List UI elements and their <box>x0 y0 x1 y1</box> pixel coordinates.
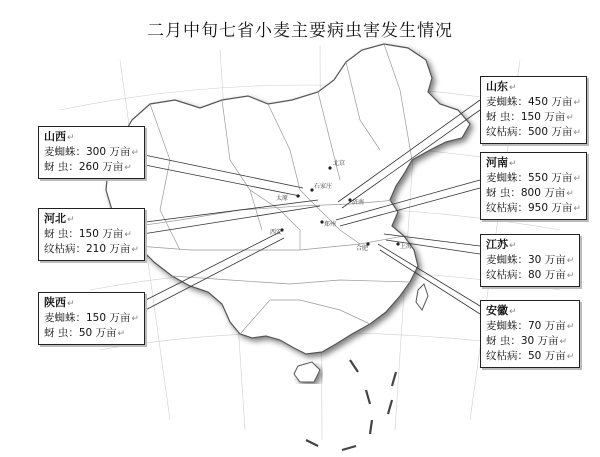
return-mark: ↵ <box>67 215 75 225</box>
map-label-hefei: 合肥 <box>356 245 369 252</box>
map-label-shijiazhuang: 石家庄 <box>314 183 333 190</box>
province-name: 江苏 <box>486 238 508 251</box>
return-mark: ↵ <box>559 337 568 347</box>
return-mark: ↵ <box>566 256 575 266</box>
return-mark: ↵ <box>573 174 581 184</box>
province-name: 山东 <box>486 80 508 93</box>
pest-value: 210 万亩 <box>86 243 131 255</box>
callout-shanxi: 山西↵ 麦蜘蛛：300 万亩↵ 蚜 虫：260 万亩↵ <box>38 126 145 179</box>
return-mark: ↵ <box>117 329 126 339</box>
pest-value: 800 万亩 <box>520 187 566 199</box>
callout-shandong: 山东↵ 麦蜘蛛：450 万亩↵ 蚜 虫：150 万亩↵ 纹枯病：500 万亩↵ <box>480 76 587 144</box>
taiwan-island <box>416 284 428 310</box>
pest-name: 蚜 虫 <box>486 187 511 199</box>
pest-value: 50 万亩 <box>528 350 566 362</box>
pest-value: 300 万亩 <box>86 146 131 158</box>
return-mark: ↵ <box>566 352 575 362</box>
pest-name: 纹枯病 <box>486 126 518 138</box>
map-label-zhengzhou: 郑州 <box>324 221 337 228</box>
page-title: 二月中旬七省小麦主要病虫害发生情况 <box>147 21 453 41</box>
pest-name: 蚜 虫 <box>44 228 69 240</box>
pest-value: 550 万亩 <box>528 172 573 184</box>
return-mark: ↵ <box>131 314 139 324</box>
pest-name: 蚜 虫 <box>486 335 511 347</box>
map-label-taiyuan: 太原 <box>276 195 289 202</box>
return-mark: ↵ <box>124 230 132 240</box>
return-mark: ↵ <box>124 163 132 173</box>
pest-name: 蚜 虫 <box>44 327 69 339</box>
return-mark: ↵ <box>566 189 574 199</box>
pest-value: 70 万亩 <box>528 320 566 332</box>
return-mark: ↵ <box>131 148 139 158</box>
pest-value: 950 万亩 <box>528 202 573 214</box>
return-mark: ↵ <box>573 204 581 214</box>
return-mark: ↵ <box>573 98 581 108</box>
pest-value: 30 万亩 <box>528 254 566 266</box>
callout-hebei: 河北↵ 蚜 虫：150 万亩↵ 纹枯病：210 万亩↵ <box>38 208 145 261</box>
pest-value: 50 万亩 <box>78 327 117 339</box>
pest-name: 麦蜘蛛 <box>44 146 76 158</box>
pest-value: 500 万亩 <box>528 126 573 138</box>
pest-name: 麦蜘蛛 <box>486 320 518 332</box>
pest-name: 麦蜘蛛 <box>486 172 518 184</box>
return-mark: ↵ <box>509 241 517 251</box>
return-mark: ↵ <box>509 307 517 317</box>
map-label-xian: 西安 <box>270 229 283 236</box>
callout-shaanxi: 陕西↵ 麦蜘蛛：150 万亩↵ 蚜 虫：50 万亩↵ <box>38 292 145 345</box>
pest-value: 80 万亩 <box>528 269 566 281</box>
callout-anhui: 安徽↵ 麦蜘蛛：70 万亩↵ 蚜 虫：30 万亩↵ 纹枯病：50 万亩↵ <box>480 300 580 368</box>
map-label-shanghai: 上海 <box>400 243 413 250</box>
pest-value: 30 万亩 <box>520 335 559 347</box>
return-mark: ↵ <box>566 322 575 332</box>
nine-dash-line <box>306 360 396 450</box>
return-mark: ↵ <box>573 128 581 138</box>
pest-value: 150 万亩 <box>520 111 566 123</box>
return-mark: ↵ <box>67 299 75 309</box>
return-mark: ↵ <box>566 271 575 281</box>
pest-value: 260 万亩 <box>78 161 124 173</box>
return-mark: ↵ <box>131 245 139 255</box>
pest-name: 蚜 虫 <box>44 161 69 173</box>
return-mark: ↵ <box>67 133 75 143</box>
pest-value: 150 万亩 <box>86 312 131 324</box>
callout-jiangsu: 江苏↵ 麦蜘蛛：30 万亩↵ 纹枯病：80 万亩↵ <box>480 234 580 287</box>
map-label-jinan: 济南 <box>352 199 365 206</box>
pest-name: 纹枯病 <box>486 350 518 362</box>
callout-henan: 河南↵ 麦蜘蛛：550 万亩↵ 蚜 虫：800 万亩↵ 纹枯病：950 万亩↵ <box>480 152 587 220</box>
hainan-island <box>294 362 320 382</box>
pest-name: 麦蜘蛛 <box>44 312 76 324</box>
map-label-beijing: 北京 <box>333 160 346 167</box>
return-mark: ↵ <box>509 83 517 93</box>
pest-value: 150 万亩 <box>78 228 124 240</box>
pest-name: 纹枯病 <box>486 269 518 281</box>
province-name: 山西 <box>44 130 66 143</box>
pest-name: 麦蜘蛛 <box>486 96 518 108</box>
province-name: 河南 <box>486 156 508 169</box>
province-name: 安徽 <box>486 304 508 317</box>
pest-name: 纹枯病 <box>44 243 76 255</box>
province-name: 河北 <box>44 212 66 225</box>
pest-name: 纹枯病 <box>486 202 518 214</box>
return-mark: ↵ <box>566 113 574 123</box>
pest-name: 麦蜘蛛 <box>486 254 518 266</box>
province-name: 陕西 <box>44 296 66 309</box>
return-mark: ↵ <box>509 159 517 169</box>
pest-value: 450 万亩 <box>528 96 573 108</box>
pest-name: 蚜 虫 <box>486 111 511 123</box>
